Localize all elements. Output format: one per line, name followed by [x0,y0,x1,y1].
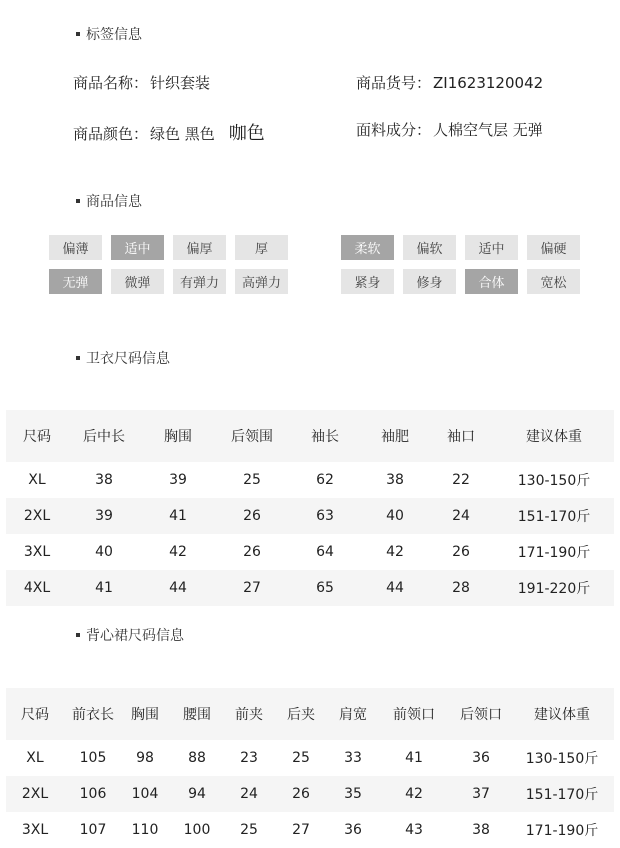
table-cell: 40 [95,544,113,560]
table-cell: 28 [452,580,470,596]
table-cell: XL [28,472,46,488]
table-cell: 151-170斤 [517,509,591,525]
table-cell: 44 [169,580,187,596]
table-cell: 63 [316,508,334,524]
column-header: 后领口 [460,707,502,723]
hoodie-size-heading [76,348,170,368]
column-header: 尺码 [21,707,49,723]
column-header: 袖口 [447,429,475,445]
column-header: 袖肥 [381,429,409,445]
table-cell: 26 [243,508,261,524]
table-cell: 105 [79,750,107,766]
table-row [6,570,614,606]
thickness-elasticity-tags [49,235,288,294]
column-header: 肩宽 [339,707,367,723]
table-cell: 42 [386,544,404,560]
table-row [6,740,614,776]
tag-chip: 偏软 [403,235,456,260]
table-header-row [6,688,614,740]
table-cell: 35 [344,786,362,802]
bullet-icon [76,356,80,360]
column-header: 前夹 [235,707,263,723]
table-row [6,776,614,812]
table-cell: 44 [386,580,404,596]
column-header: 腰围 [183,707,211,723]
table-cell: 43 [405,822,423,838]
table-cell: 130-150斤 [517,473,591,489]
table-cell: 88 [188,750,206,766]
product-info-heading [76,191,142,211]
product-name-value: 针织套装 [150,74,211,92]
product-name-label: 商品名称： [73,74,149,92]
hoodie-size-table [6,410,614,606]
tag-chip: 有弹力 [173,269,226,294]
tag-info-heading [76,24,142,44]
table-cell: 100 [183,822,211,838]
column-header: 袖长 [311,429,339,445]
table-cell: 33 [344,750,362,766]
table-cell: 37 [472,786,490,802]
table-cell: 42 [405,786,423,802]
table-cell: 36 [344,822,362,838]
table-cell: 3XL [21,822,49,838]
table-row [6,498,614,534]
column-header: 前领口 [393,707,435,723]
table-cell: 40 [386,508,404,524]
column-header: 建议体重 [534,707,590,723]
table-cell: 41 [95,580,113,596]
table-cell: 38 [472,822,490,838]
tag-chip: 偏厚 [173,235,226,260]
table-header-row [6,410,614,462]
fabric-value: 人棉空气层 无弹 [433,121,543,139]
softness-fit-tags [341,235,580,294]
table-cell: 36 [472,750,490,766]
table-cell: 98 [136,750,154,766]
tag-chip: 宽松 [527,269,580,294]
table-cell: 94 [188,786,206,802]
table-cell: 41 [169,508,187,524]
tag-chip: 微弹 [111,269,164,294]
tag-info-title: 标签信息 [86,27,142,43]
table-cell: 25 [243,472,261,488]
table-cell: 26 [292,786,310,802]
tag-chip: 偏硬 [527,235,580,260]
column-header: 后中长 [83,429,125,445]
table-cell: 42 [169,544,187,560]
table-row [6,462,614,498]
table-cell: 23 [240,750,258,766]
table-cell: XL [26,750,44,766]
column-header: 建议体重 [526,429,582,445]
dress-size-heading [76,625,184,645]
column-header: 后领围 [231,429,273,445]
product-color-value: 绿色 黑色 [150,125,215,143]
column-header: 后夹 [287,707,315,723]
product-name-row [73,72,210,93]
column-header: 胸围 [131,707,159,723]
tag-chip: 偏薄 [49,235,102,260]
product-code-row [356,72,543,93]
table-cell: 27 [292,822,310,838]
bullet-icon [76,32,80,36]
table-cell: 24 [240,786,258,802]
table-cell: 171-190斤 [525,823,599,839]
table-cell: 104 [131,786,159,802]
table-cell: 2XL [23,508,51,524]
table-cell: 65 [316,580,334,596]
table-cell: 38 [95,472,113,488]
dress-size-table [6,688,614,848]
tag-chip: 修身 [403,269,456,294]
tag-chip: 紧身 [341,269,394,294]
product-color-label: 商品颜色： [73,125,149,143]
table-cell: 39 [95,508,113,524]
product-color-extra: 咖色 [228,123,265,144]
tag-chip: 合体 [465,269,518,294]
table-cell: 107 [79,822,107,838]
table-cell: 3XL [23,544,51,560]
column-header: 前衣长 [72,707,114,723]
column-header: 尺码 [23,429,51,445]
product-info-title: 商品信息 [86,194,142,210]
fabric-label: 面料成分： [356,121,432,139]
table-cell: 191-220斤 [517,581,591,597]
table-row [6,534,614,570]
table-cell: 130-150斤 [525,751,599,767]
table-cell: 39 [169,472,187,488]
bullet-icon [76,633,80,637]
hoodie-size-title: 卫衣尺码信息 [86,351,170,367]
table-cell: 171-190斤 [517,545,591,561]
dress-size-title: 背心裙尺码信息 [86,628,184,644]
table-cell: 151-170斤 [525,787,599,803]
tag-chip: 无弹 [49,269,102,294]
table-cell: 25 [240,822,258,838]
table-cell: 25 [292,750,310,766]
table-cell: 64 [316,544,334,560]
table-cell: 41 [405,750,423,766]
table-cell: 26 [243,544,261,560]
tag-chip: 厚 [235,235,288,260]
tag-chip: 高弹力 [235,269,288,294]
fabric-row [356,119,543,140]
table-cell: 2XL [21,786,49,802]
product-code-label: 商品货号： [356,74,432,92]
table-cell: 22 [452,472,470,488]
table-cell: 106 [79,786,107,802]
table-cell: 4XL [23,580,51,596]
table-cell: 26 [452,544,470,560]
column-header: 胸围 [164,429,192,445]
table-cell: 24 [452,508,470,524]
bullet-icon [76,199,80,203]
table-cell: 110 [131,822,159,838]
table-row [6,812,614,848]
product-code-value: ZI1623120042 [433,74,544,92]
tag-chip: 适中 [465,235,518,260]
table-cell: 62 [316,472,334,488]
table-cell: 38 [386,472,404,488]
product-color-row [73,119,265,145]
tag-chip: 柔软 [341,235,394,260]
tag-chip: 适中 [111,235,164,260]
table-cell: 27 [243,580,261,596]
